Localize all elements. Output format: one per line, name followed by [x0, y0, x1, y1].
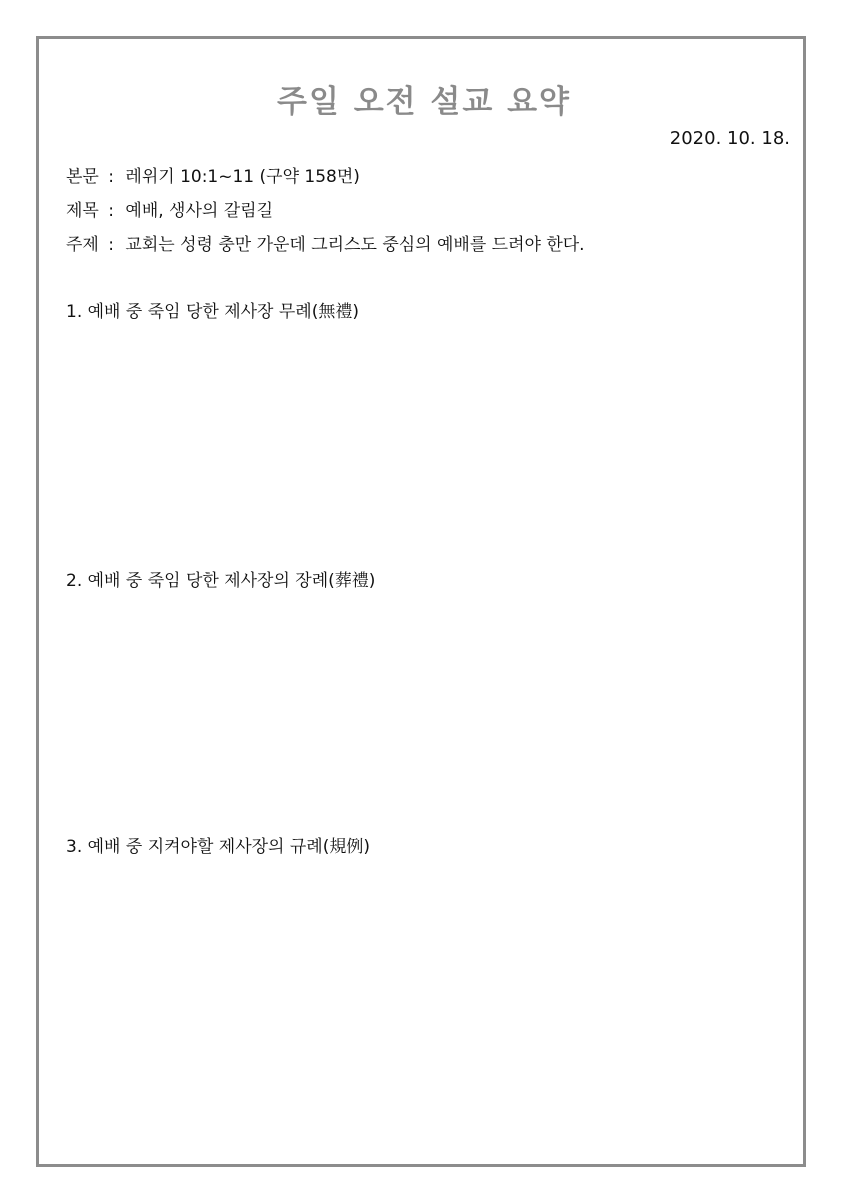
scripture-separator: :: [108, 167, 114, 187]
sermon-title-line: [66, 196, 273, 221]
theme-line: [66, 230, 585, 255]
scripture-line: [66, 162, 360, 187]
scripture-value: 레위기 10:1~11 (구약 158면): [125, 167, 360, 187]
sermon-title-separator: :: [108, 201, 114, 221]
scripture-label: 본문: [66, 167, 99, 187]
theme-label: 주제: [66, 235, 99, 255]
section-heading-1: 1. 예배 중 죽임 당한 제사장 무례(無禮): [66, 302, 359, 322]
sermon-title-value: 예배, 생사의 갈림길: [125, 201, 273, 221]
section-heading-2: 2. 예배 중 죽임 당한 제사장의 장례(葬禮): [66, 571, 376, 591]
sermon-title-label: 제목: [66, 201, 99, 221]
sermon-date: 2020. 10. 18.: [669, 128, 790, 149]
page-title: 주일 오전 설교 요약: [277, 84, 571, 120]
section-heading-3: 3. 예배 중 지켜야할 제사장의 규례(規例): [66, 837, 370, 857]
theme-value: 교회는 성령 충만 가운데 그리스도 중심의 예배를 드려야 한다.: [125, 235, 585, 255]
theme-separator: :: [108, 235, 114, 255]
